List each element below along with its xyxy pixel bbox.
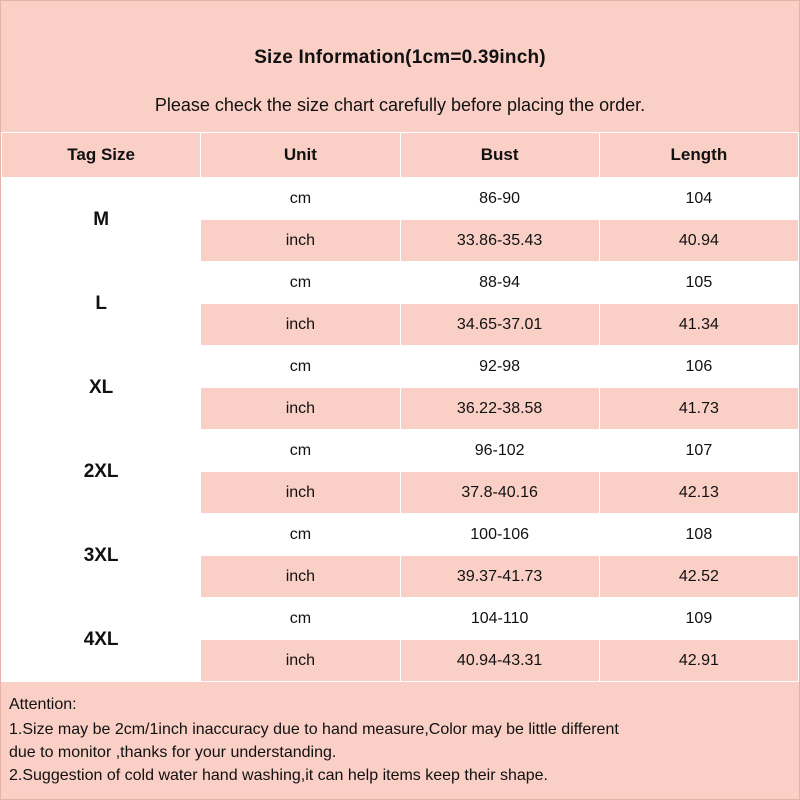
bust-cell: 104-110 bbox=[400, 598, 599, 640]
table-row bbox=[2, 514, 799, 556]
length-cell: 40.94 bbox=[599, 220, 798, 262]
bust-cell: 37.8-40.16 bbox=[400, 472, 599, 514]
unit-cell: inch bbox=[201, 640, 400, 682]
unit-cell: cm bbox=[201, 598, 400, 640]
column-header-length: Length bbox=[599, 133, 798, 178]
column-header-unit: Unit bbox=[201, 133, 400, 178]
unit-cell: inch bbox=[201, 556, 400, 598]
unit-cell: inch bbox=[201, 472, 400, 514]
tag-size-cell: 4XL bbox=[2, 598, 201, 682]
bust-cell: 39.37-41.73 bbox=[400, 556, 599, 598]
size-table bbox=[1, 132, 799, 682]
table-header-row bbox=[2, 133, 799, 178]
tag-size-cell: 3XL bbox=[2, 514, 201, 598]
tag-size-cell: M bbox=[2, 178, 201, 262]
page-title: Size Information(1cm=0.39inch) bbox=[254, 47, 546, 68]
unit-cell: inch bbox=[201, 388, 400, 430]
attention-heading: Attention: bbox=[9, 696, 77, 713]
bust-cell: 34.65-37.01 bbox=[400, 304, 599, 346]
unit-cell: cm bbox=[201, 430, 400, 472]
bust-cell: 33.86-35.43 bbox=[400, 220, 599, 262]
bust-cell: 100-106 bbox=[400, 514, 599, 556]
length-cell: 104 bbox=[599, 178, 798, 220]
column-header-tag-size: Tag Size bbox=[2, 133, 201, 178]
bust-cell: 96-102 bbox=[400, 430, 599, 472]
attention-note-1-line-2: due to monitor ,thanks for your understanding. bbox=[9, 744, 337, 762]
table-row bbox=[2, 262, 799, 304]
unit-cell: cm bbox=[201, 178, 400, 220]
unit-cell: inch bbox=[201, 220, 400, 262]
size-table-wrapper bbox=[1, 132, 799, 682]
bust-cell: 92-98 bbox=[400, 346, 599, 388]
length-cell: 42.91 bbox=[599, 640, 798, 682]
table-header bbox=[2, 133, 799, 178]
bust-cell: 36.22-38.58 bbox=[400, 388, 599, 430]
length-cell: 106 bbox=[599, 346, 798, 388]
column-header-bust: Bust bbox=[400, 133, 599, 178]
length-cell: 42.52 bbox=[599, 556, 798, 598]
page-subtitle: Please check the size chart carefully before placing the order. bbox=[154, 95, 646, 115]
unit-cell: cm bbox=[201, 262, 400, 304]
length-cell: 41.73 bbox=[599, 388, 798, 430]
attention-note-2: 2.Suggestion of cold water hand washing,it can help items keep their shape. bbox=[9, 767, 548, 785]
attention-note-1-line-1: 1.Size may be 2cm/1inch inaccuracy due to hand measure,Color may be little different bbox=[9, 721, 619, 738]
attention-block bbox=[1, 682, 799, 799]
tag-size-cell: XL bbox=[2, 346, 201, 430]
bust-cell: 88-94 bbox=[400, 262, 599, 304]
table-row bbox=[2, 430, 799, 472]
bust-cell: 86-90 bbox=[400, 178, 599, 220]
bust-cell: 40.94-43.31 bbox=[400, 640, 599, 682]
table-row bbox=[2, 598, 799, 640]
table-body bbox=[2, 178, 799, 682]
unit-cell: cm bbox=[201, 514, 400, 556]
length-cell: 105 bbox=[599, 262, 798, 304]
tag-size-cell: 2XL bbox=[2, 430, 201, 514]
header-block bbox=[1, 1, 799, 132]
length-cell: 41.34 bbox=[599, 304, 798, 346]
length-cell: 107 bbox=[599, 430, 798, 472]
tag-size-cell: L bbox=[2, 262, 201, 346]
unit-cell: cm bbox=[201, 346, 400, 388]
length-cell: 108 bbox=[599, 514, 798, 556]
table-row bbox=[2, 346, 799, 388]
table-row bbox=[2, 178, 799, 220]
length-cell: 42.13 bbox=[599, 472, 798, 514]
unit-cell: inch bbox=[201, 304, 400, 346]
length-cell: 109 bbox=[599, 598, 798, 640]
